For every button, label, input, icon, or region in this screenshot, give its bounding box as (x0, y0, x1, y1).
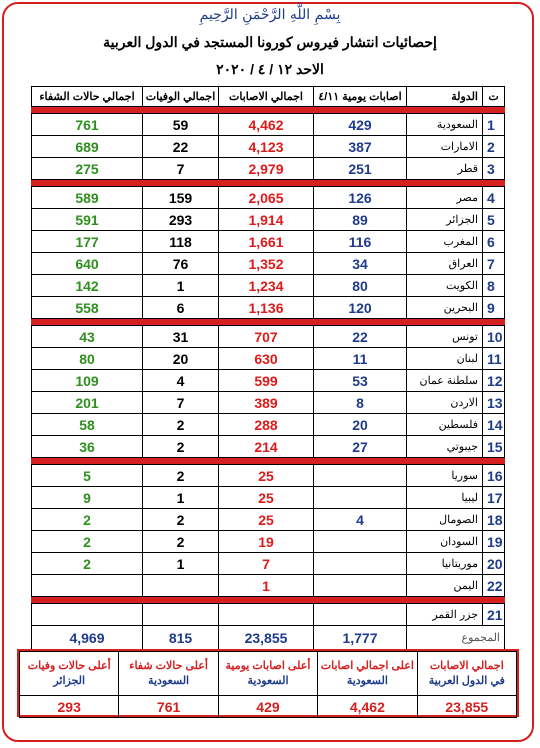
cell-index: 1 (483, 114, 505, 136)
group-separator (32, 180, 505, 187)
cell-country: فلسطين (407, 414, 483, 436)
cell-index: 20 (483, 553, 505, 575)
cell-daily-cases: 27 (314, 436, 407, 458)
cell-daily-cases: 20 (314, 414, 407, 436)
total-daily: 1,777 (314, 626, 407, 650)
table-row (32, 253, 505, 275)
cell-daily-cases: 251 (314, 158, 407, 180)
cell-daily-cases: 89 (314, 209, 407, 231)
cell-index: 8 (483, 275, 505, 297)
table-row (32, 348, 505, 370)
summary-table (19, 651, 517, 718)
cell-total-cases: 25 (219, 465, 314, 487)
cell-daily-cases (314, 487, 407, 509)
cell-index: 3 (483, 158, 505, 180)
summary-label-line1: اجمالي الاصابات (429, 659, 504, 672)
cell-index: 16 (483, 465, 505, 487)
cell-total-cases: 25 (219, 487, 314, 509)
cell-index: 4 (483, 187, 505, 209)
totals-row (32, 626, 505, 650)
cell-deaths: 2 (143, 436, 219, 458)
cell-total-cases: 1,914 (219, 209, 314, 231)
cell-index: 11 (483, 348, 505, 370)
summary-value: 293 (20, 696, 119, 718)
cell-daily-cases (314, 531, 407, 553)
cell-country: السودان (407, 531, 483, 553)
summary-value: 429 (218, 696, 317, 718)
cell-deaths: 7 (143, 158, 219, 180)
cell-country: الصومال (407, 509, 483, 531)
total-cases: 23,855 (219, 626, 314, 650)
cell-daily-cases: 53 (314, 370, 407, 392)
summary-label (417, 652, 516, 696)
bismillah-header: بِسْمِ اللَّهِ الرَّحْمَنِ الرَّحِيمِ (199, 7, 341, 23)
header-daily-cases: اصابات يومية ٤/١١ (314, 87, 407, 107)
cell-country: العراق (407, 253, 483, 275)
cell-deaths: 159 (143, 187, 219, 209)
cell-deaths: 2 (143, 465, 219, 487)
cell-daily-cases: 126 (314, 187, 407, 209)
cell-country: مصر (407, 187, 483, 209)
cell-recovered: 109 (32, 370, 143, 392)
cell-country: الاردن (407, 392, 483, 414)
cell-deaths: 118 (143, 231, 219, 253)
cell-country: السعودية (407, 114, 483, 136)
cell-recovered: 58 (32, 414, 143, 436)
summary-label-line1: أعلى حالات وفيات (27, 659, 111, 672)
cell-total-cases (219, 604, 314, 626)
cell-deaths: 2 (143, 531, 219, 553)
cell-deaths: 2 (143, 509, 219, 531)
cell-index: 17 (483, 487, 505, 509)
cell-recovered: 9 (32, 487, 143, 509)
cell-country: تونس (407, 326, 483, 348)
cell-country: سلطنة عمان (407, 370, 483, 392)
summary-label-line2: الجزائر (53, 674, 86, 687)
cell-index: 13 (483, 392, 505, 414)
cell-recovered: 640 (32, 253, 143, 275)
cell-deaths: 1 (143, 275, 219, 297)
cell-deaths (143, 604, 219, 626)
table-row (32, 509, 505, 531)
cell-total-cases: 288 (219, 414, 314, 436)
cell-index: 22 (483, 575, 505, 597)
table-row (32, 392, 505, 414)
cell-recovered: 201 (32, 392, 143, 414)
total-recovered: 4,969 (32, 626, 143, 650)
summary-label-line2: السعودية (346, 674, 388, 687)
cell-total-cases: 214 (219, 436, 314, 458)
cell-recovered: 591 (32, 209, 143, 231)
table-row (32, 231, 505, 253)
group-separator (32, 458, 505, 465)
separator-bar (32, 458, 505, 465)
report-date: الاحد ١٢ / ٤ / ٢٠٢٠ (216, 61, 324, 77)
cell-daily-cases: 22 (314, 326, 407, 348)
cell-daily-cases: 120 (314, 297, 407, 319)
cell-country: جيبوتي (407, 436, 483, 458)
cell-daily-cases (314, 604, 407, 626)
summary-label (318, 652, 417, 696)
summary-label-line1: اعلى اجمالي اصابات (320, 659, 414, 672)
summary-value: 23,855 (417, 696, 516, 718)
cell-total-cases: 1,661 (219, 231, 314, 253)
cell-daily-cases: 34 (314, 253, 407, 275)
summary-label-line2: السعودية (247, 674, 289, 687)
cell-deaths: 20 (143, 348, 219, 370)
cell-recovered: 36 (32, 436, 143, 458)
cell-country: ليبيا (407, 487, 483, 509)
table-row (32, 297, 505, 319)
cell-daily-cases (314, 553, 407, 575)
group-separator (32, 319, 505, 326)
summary-label (119, 652, 218, 696)
cell-index: 21 (483, 604, 505, 626)
cell-total-cases: 19 (219, 531, 314, 553)
cell-deaths: 31 (143, 326, 219, 348)
header-total-cases: اجمالي الاصابات (219, 87, 314, 107)
cell-recovered: 80 (32, 348, 143, 370)
cell-country: لبنان (407, 348, 483, 370)
summary-value: 761 (119, 696, 218, 718)
cell-total-cases: 4,462 (219, 114, 314, 136)
cell-deaths: 6 (143, 297, 219, 319)
cell-total-cases: 1,234 (219, 275, 314, 297)
separator-bar (32, 180, 505, 187)
cell-recovered: 275 (32, 158, 143, 180)
header-deaths: اجمالي الوفيات (143, 87, 219, 107)
cell-index: 14 (483, 414, 505, 436)
table-header-row (32, 87, 505, 107)
table-row (32, 275, 505, 297)
table-row (32, 414, 505, 436)
cell-index: 5 (483, 209, 505, 231)
table-row (32, 531, 505, 553)
cell-index: 7 (483, 253, 505, 275)
table-row (32, 136, 505, 158)
cell-index: 10 (483, 326, 505, 348)
table-row (32, 370, 505, 392)
cell-deaths: 22 (143, 136, 219, 158)
cell-recovered: 2 (32, 553, 143, 575)
cell-index: 12 (483, 370, 505, 392)
cell-recovered: 558 (32, 297, 143, 319)
table-row (32, 604, 505, 626)
cell-country: موريتانيا (407, 553, 483, 575)
header-recovered: اجمالي حالات الشفاء (32, 87, 143, 107)
cell-recovered: 689 (32, 136, 143, 158)
cell-total-cases: 4,123 (219, 136, 314, 158)
cell-total-cases: 2,979 (219, 158, 314, 180)
cell-recovered (32, 575, 143, 597)
cell-deaths: 1 (143, 553, 219, 575)
summary-label-line2: السعودية (148, 674, 190, 687)
cell-daily-cases: 11 (314, 348, 407, 370)
header-index: ت (483, 87, 505, 107)
summary-label-line1: أعلى حالات شفاء (129, 659, 208, 672)
table-row (32, 209, 505, 231)
cell-recovered: 142 (32, 275, 143, 297)
cell-recovered: 761 (32, 114, 143, 136)
cell-daily-cases (314, 575, 407, 597)
cell-index: 6 (483, 231, 505, 253)
summary-value: 4,462 (318, 696, 417, 718)
cell-country: الجزائر (407, 209, 483, 231)
separator-bar (32, 107, 505, 114)
cell-index: 2 (483, 136, 505, 158)
cell-total-cases: 7 (219, 553, 314, 575)
cell-total-cases: 1,352 (219, 253, 314, 275)
cell-country: قطر (407, 158, 483, 180)
summary-label-line1: أعلى اصابات يومية (225, 659, 311, 672)
summary-header-row (20, 652, 517, 696)
cell-deaths: 2 (143, 414, 219, 436)
separator-bar (32, 597, 505, 604)
table-body (32, 107, 505, 650)
total-label: المجموع (407, 626, 505, 650)
summary-label (20, 652, 119, 696)
cell-deaths: 1 (143, 487, 219, 509)
cell-total-cases: 630 (219, 348, 314, 370)
summary-label-line2: في الدول العربية (428, 674, 505, 687)
summary-value-row (20, 696, 517, 718)
cell-recovered (32, 604, 143, 626)
cell-country: البحرين (407, 297, 483, 319)
cell-recovered: 177 (32, 231, 143, 253)
cell-country: جزر القمر (407, 604, 483, 626)
table-row (32, 158, 505, 180)
table-row (32, 553, 505, 575)
table-row (32, 114, 505, 136)
cell-daily-cases: 4 (314, 509, 407, 531)
cell-total-cases: 25 (219, 509, 314, 531)
table-row (32, 575, 505, 597)
cell-country: الكويت (407, 275, 483, 297)
cell-total-cases: 2,065 (219, 187, 314, 209)
cell-recovered: 2 (32, 509, 143, 531)
cell-daily-cases: 429 (314, 114, 407, 136)
cell-recovered: 2 (32, 531, 143, 553)
cell-deaths (143, 575, 219, 597)
cell-deaths: 293 (143, 209, 219, 231)
group-separator (32, 107, 505, 114)
page-title: إحصائيات انتشار فيروس كورونا المستجد في الدول العربية (103, 34, 437, 50)
cell-daily-cases: 8 (314, 392, 407, 414)
cell-total-cases: 389 (219, 392, 314, 414)
cell-daily-cases: 80 (314, 275, 407, 297)
cell-deaths: 7 (143, 392, 219, 414)
cell-country: سوريا (407, 465, 483, 487)
cell-country: اليمن (407, 575, 483, 597)
cell-deaths: 4 (143, 370, 219, 392)
separator-bar (32, 319, 505, 326)
summary-label (218, 652, 317, 696)
cell-index: 9 (483, 297, 505, 319)
cell-daily-cases (314, 465, 407, 487)
stats-table (31, 86, 505, 650)
cell-total-cases: 1 (219, 575, 314, 597)
cell-daily-cases: 116 (314, 231, 407, 253)
cell-total-cases: 1,136 (219, 297, 314, 319)
cell-deaths: 59 (143, 114, 219, 136)
cell-daily-cases: 387 (314, 136, 407, 158)
total-deaths: 815 (143, 626, 219, 650)
cell-total-cases: 599 (219, 370, 314, 392)
cell-total-cases: 707 (219, 326, 314, 348)
table-row (32, 465, 505, 487)
table-row (32, 187, 505, 209)
cell-recovered: 43 (32, 326, 143, 348)
group-separator (32, 597, 505, 604)
cell-index: 18 (483, 509, 505, 531)
table-row (32, 487, 505, 509)
table-row (32, 326, 505, 348)
cell-index: 19 (483, 531, 505, 553)
cell-recovered: 5 (32, 465, 143, 487)
cell-country: المغرب (407, 231, 483, 253)
cell-country: الامارات (407, 136, 483, 158)
cell-index: 15 (483, 436, 505, 458)
cell-recovered: 589 (32, 187, 143, 209)
header-country: الدولة (407, 87, 483, 107)
cell-deaths: 76 (143, 253, 219, 275)
table-row (32, 436, 505, 458)
